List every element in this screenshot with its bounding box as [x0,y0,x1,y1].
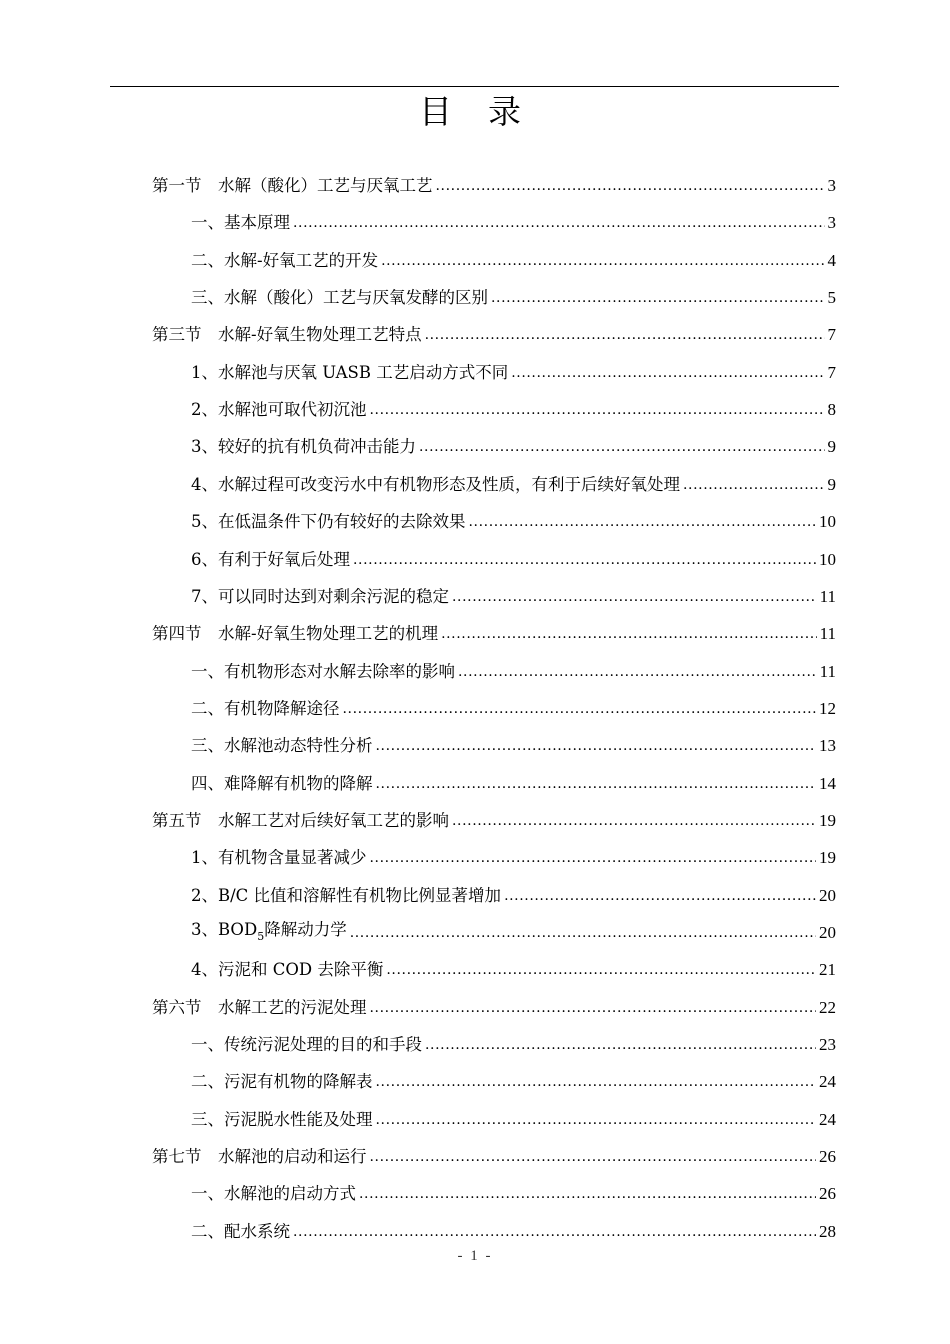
toc-entry-label-text: 4、水解过程可改变污水中有机物形态及性质，有利于后续好氧处理 [191,474,680,494]
toc-page-number: 9 [827,474,836,494]
toc-page-number: 11 [819,661,836,681]
toc-entry-subscript: 5 [257,929,265,943]
toc-page-number: 19 [819,810,836,830]
toc-subsection-entry[interactable] [191,1175,836,1212]
toc-subsection-entry[interactable] [191,951,836,988]
toc-subsection-entry[interactable] [191,877,836,914]
toc-page-number: 9 [827,437,836,457]
toc-entry-label-text: 4、污泥和 COD 去除平衡 [191,960,384,980]
toc-entry-label [191,653,455,690]
toc-subsection-entry[interactable] [191,428,836,465]
dot-leader [353,542,816,579]
dot-leader [386,952,816,989]
toc-entry-label-text: 6、有利于好氧后处理 [191,549,350,569]
toc-entry-label-text: 三、水解池动态特性分析 [191,736,373,756]
toc-entry-label-text: 一、基本原理 [191,213,290,233]
toc-entry-label [152,167,433,204]
toc-entry-label-suffix: 降解动力学 [264,919,347,939]
dot-leader [441,616,817,653]
dot-leader [370,840,817,877]
toc-page-number: 12 [819,698,836,718]
dot-leader [436,168,825,205]
toc-entry-label-text: 2、水解池可取代初沉池 [191,400,367,420]
toc-entry-label [191,727,373,764]
toc-entry-label-text: 第六节 水解工艺的污泥处理 [152,997,367,1017]
dot-leader [343,691,817,728]
dot-leader [381,243,824,280]
toc-subsection-entry[interactable] [191,279,836,316]
toc-subsection-entry[interactable] [191,1101,836,1138]
toc-subsection-entry[interactable] [191,1026,836,1063]
toc-subsection-entry[interactable] [191,727,836,764]
toc-entry-label [191,578,449,615]
toc-subsection-entry[interactable] [191,503,836,540]
toc-entry-label [191,877,501,914]
toc-entry-label [191,839,367,876]
toc-page-number: 10 [819,549,836,569]
dot-leader [425,1027,816,1064]
toc-entry-label [191,1213,290,1250]
toc-entry-label [191,391,367,428]
toc-entry-label-text: 第七节 水解池的启动和运行 [152,1147,367,1167]
toc-subsection-entry[interactable] [191,541,836,578]
dot-leader [376,728,817,765]
dot-leader [458,654,817,691]
dot-leader [419,429,825,466]
toc-subsection-entry[interactable] [191,914,836,951]
toc-subsection-entry[interactable] [191,354,836,391]
toc-section-entry[interactable] [152,1138,836,1175]
toc-page-number: 22 [819,997,836,1017]
toc-subsection-entry[interactable] [191,765,836,802]
toc-entry-label-text: 一、水解池的启动方式 [191,1184,356,1204]
toc-section-entry[interactable] [152,167,836,204]
toc-entry-label [191,466,680,503]
toc-page-number: 24 [819,1109,836,1129]
dot-leader [511,355,824,392]
toc-entry-label-text: 四、难降解有机物的降解 [191,773,373,793]
toc-entry-label-text: 第四节 水解-好氧生物处理工艺的机理 [152,624,439,644]
dot-leader [350,915,816,952]
toc-section-entry[interactable] [152,615,836,652]
toc-page-number: 19 [819,848,836,868]
toc-entry-label-text: 一、有机物形态对水解去除率的影响 [191,661,455,681]
toc-entry-label-text: 1、有机物含量显著减少 [191,848,367,868]
header-rule [110,86,839,87]
toc-subsection-entry[interactable] [191,690,836,727]
dot-leader [293,1214,816,1251]
toc-entry-label-text: 二、有机物降解途径 [191,698,340,718]
toc-entry-label-text: 2、B/C 比值和溶解性有机物比例显著增加 [191,885,502,905]
toc-page-number: 7 [827,362,836,382]
toc-entry-label-text: 三、污泥脱水性能及处理 [191,1109,373,1129]
toc-page-number: 11 [819,624,836,644]
toc-entry-label-text: 第五节 水解工艺对后续好氧工艺的影响 [152,810,449,830]
dot-leader [469,504,817,541]
toc-subsection-entry[interactable] [191,466,836,503]
toc-entry-label [191,951,383,988]
toc-page-number: 3 [827,176,836,195]
toc-subsection-entry[interactable] [191,391,836,428]
toc-page-number: 5 [827,288,836,308]
toc-section-entry[interactable] [152,316,836,353]
toc-page-number: 7 [827,325,836,345]
toc-subsection-entry[interactable] [191,204,836,241]
toc-entry-label [191,1175,356,1212]
toc-section-entry[interactable] [152,802,836,839]
dot-leader [425,317,825,354]
dot-leader [491,280,825,317]
dot-leader [504,878,816,915]
dot-leader [376,1064,817,1101]
toc-entry-label-text: 二、水解-好氧工艺的开发 [191,250,379,270]
toc-entry-label [191,503,466,540]
toc-entry-label [191,1063,373,1100]
toc-entry-label [152,802,449,839]
toc-entry-label-text: 二、配水系统 [191,1221,290,1241]
toc-subsection-entry[interactable] [191,653,836,690]
dot-leader [293,205,825,242]
toc-page-number: 26 [819,1147,836,1167]
dot-leader [683,467,825,504]
dot-leader [370,1139,817,1176]
dot-leader [370,392,825,429]
toc-page-number: 11 [819,586,836,606]
toc-entry-label [191,1101,373,1138]
toc-entry-label [191,428,416,465]
toc-entry-label [191,690,340,727]
page-number: - 1 - [457,1248,493,1264]
toc-entry-label-text: 7、可以同时达到对剩余污泥的稳定 [191,586,449,606]
toc-page-number: 20 [819,923,836,942]
toc-entry-label-text: 二、污泥有机物的降解表 [191,1072,373,1092]
toc-page-number: 20 [819,885,836,905]
toc-entry-label [191,242,378,279]
toc-entry-label-text: 三、水解（酸化）工艺与厌氧发酵的区别 [191,288,488,308]
toc-entry-label [191,541,350,578]
toc-page-number: 23 [819,1035,836,1055]
toc-entry-label-text: 一、传统污泥处理的目的和手段 [191,1035,422,1055]
toc-page-number: 26 [819,1184,836,1204]
dot-leader [370,990,817,1027]
toc-entry-label [191,911,347,955]
dot-leader [452,579,817,616]
toc-subsection-entry[interactable] [191,1063,836,1100]
toc-entry-label-text: 3、较好的抗有机负荷冲击能力 [191,437,416,457]
toc-page-number: 4 [827,250,836,270]
toc-entry-label-text: 5、在低温条件下仍有较好的去除效果 [191,512,466,532]
dot-leader [376,1102,817,1139]
toc-page-number: 8 [827,400,836,420]
toc-page-number: 28 [819,1221,836,1241]
toc-entry-label-text: 第一节 水解（酸化）工艺与厌氧工艺 [152,176,433,195]
toc-entry-label-text: 第三节 水解-好氧生物处理工艺特点 [152,325,422,345]
dot-leader [359,1176,816,1213]
toc-page-number: 14 [819,773,836,793]
toc-entry-label [191,279,488,316]
toc-subsection-entry[interactable] [191,839,836,876]
dot-leader [452,803,816,840]
toc-entry-label [191,204,290,241]
toc-page-number: 24 [819,1072,836,1092]
toc-entry-label [191,354,508,391]
toc-entry-label [152,1138,367,1175]
toc-page-number: 13 [819,736,836,756]
toc-entry-label-text: 3、BOD [191,919,258,939]
toc-page-number: 3 [827,213,836,233]
toc-entry-label [152,989,367,1026]
toc-entry-label [191,1026,422,1063]
page-title: 目录 [419,92,557,131]
toc-entry-label [152,615,438,652]
toc-subsection-entry[interactable] [191,1213,836,1250]
toc-section-entry[interactable] [152,989,836,1026]
toc-subsection-entry[interactable] [191,578,836,615]
toc-entry-label [191,765,373,802]
toc-entry-label [152,316,422,353]
toc-page-number: 10 [819,512,836,532]
dot-leader [376,766,817,803]
toc-subsection-entry[interactable] [191,242,836,279]
toc-page-number: 21 [819,960,836,980]
toc-entry-label-text: 1、水解池与厌氧 UASB 工艺启动方式不同 [191,362,509,382]
